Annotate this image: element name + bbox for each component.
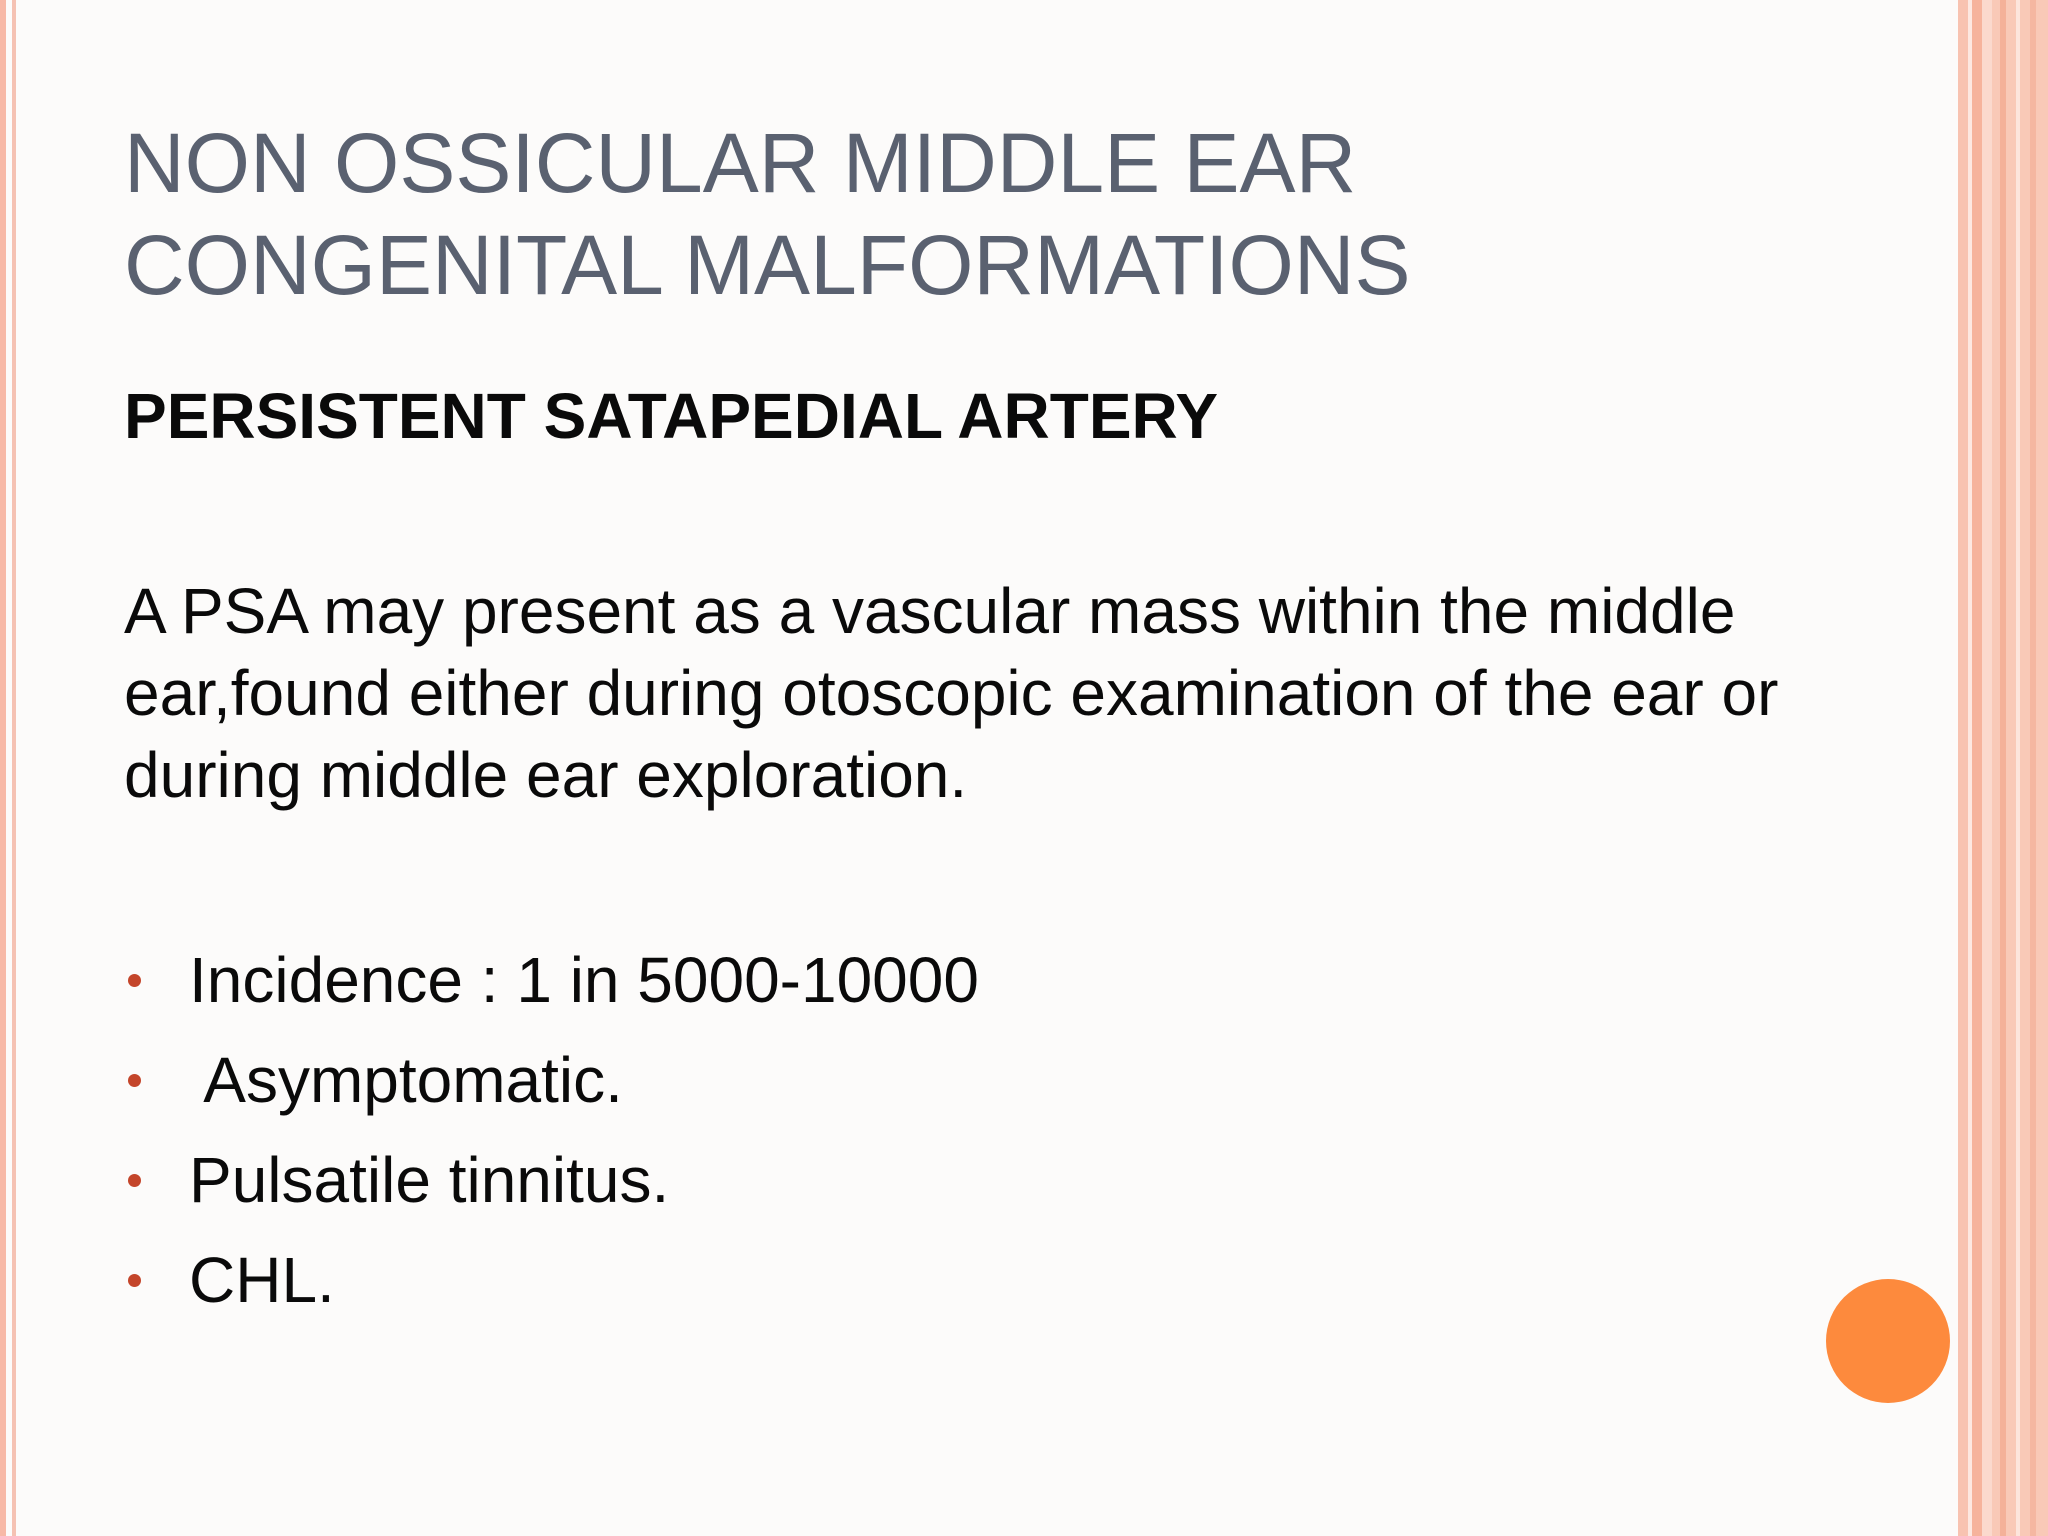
right-decorative-band [1982, 0, 1992, 1536]
bullet-text: CHL. [189, 1244, 335, 1316]
right-decorative-band [1958, 0, 1968, 1536]
bullet-dot-icon [128, 1274, 141, 1287]
bullet-text: Pulsatile tinnitus. [189, 1144, 670, 1216]
slide-paragraph: A PSA may present as a vascular mass within the middle ear,found either during otoscopic examination of the ear or during middle ear exploration. [124, 575, 1779, 811]
right-decorative-band [1972, 0, 1982, 1536]
right-decorative-band [2000, 0, 2006, 1536]
bullet-text: Incidence : 1 in 5000-10000 [189, 944, 979, 1016]
bullet-item [124, 1230, 979, 1330]
bullet-dot-icon [128, 974, 141, 987]
slide-subheading: PERSISTENT SATAPEDIAL ARTERY [124, 380, 1219, 452]
bullet-item [124, 1030, 979, 1130]
bullet-item [124, 1130, 979, 1230]
bullet-list [124, 930, 979, 1330]
left-border-line-inner [12, 0, 16, 1536]
left-border-line [0, 0, 6, 1536]
slide-title: NON OSSICULAR MIDDLE EAR CONGENITAL MALFORMATIONS [124, 116, 1411, 312]
bullet-dot-icon [128, 1074, 141, 1087]
bullet-item [124, 930, 979, 1030]
right-decorative-band [2030, 0, 2036, 1536]
bullet-dot-icon [128, 1174, 141, 1187]
decorative-circle-icon [1826, 1279, 1950, 1403]
bullet-text: Asymptomatic. [189, 1044, 623, 1116]
right-decorative-band [2016, 0, 2020, 1536]
